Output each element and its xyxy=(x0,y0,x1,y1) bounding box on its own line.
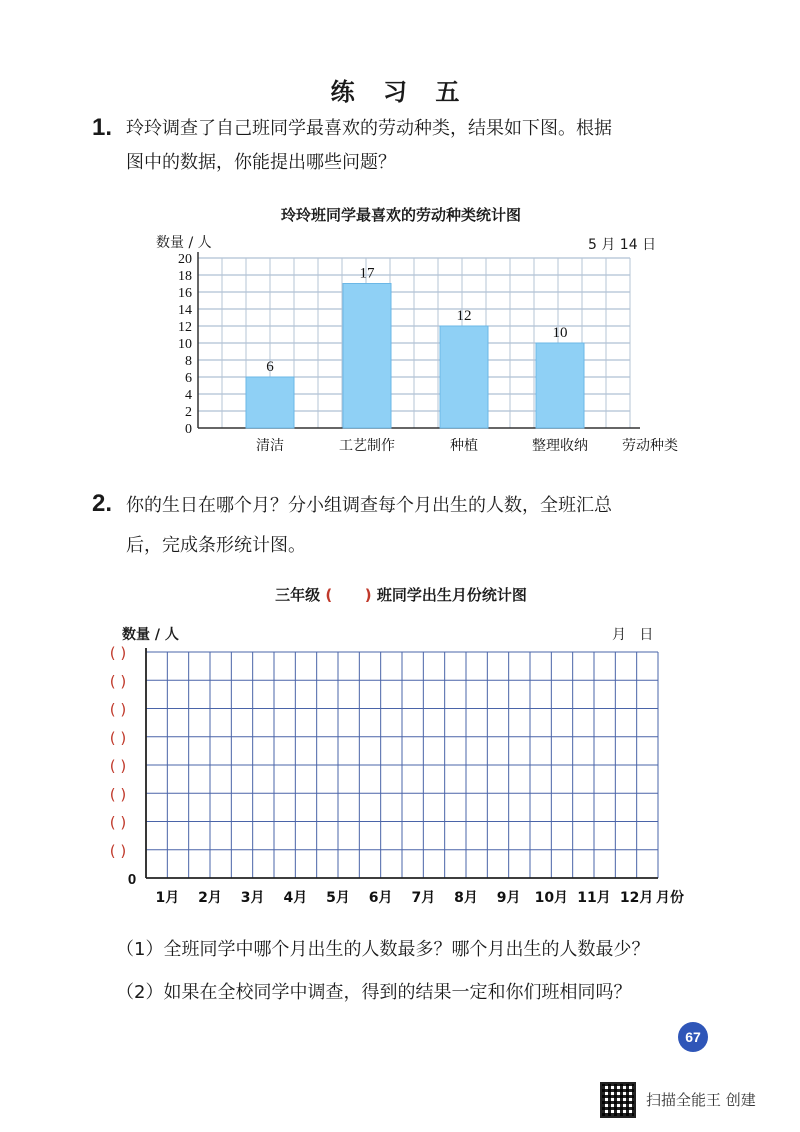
chart1-data-label: 10 xyxy=(552,325,568,341)
chart1-ytick-label: 2 xyxy=(185,405,192,420)
chart2-ytick-placeholder: ( ) xyxy=(109,700,127,719)
chart1-ytick-label: 16 xyxy=(178,286,192,301)
chart1-data-label: 17 xyxy=(359,265,375,282)
chart2-month-label: 2月 xyxy=(198,890,222,906)
chart1-ylabel: 数量 / 人 xyxy=(156,235,212,251)
chart1-date: 5 月 14 日 xyxy=(588,237,657,253)
chart2-ylabel: 数量 / 人 xyxy=(122,627,179,643)
chart2-zero-label: 0 xyxy=(127,871,137,888)
chart2-title-close-paren: ) xyxy=(364,586,372,604)
chart2-labels xyxy=(110,644,684,906)
chart1-ytick-label: 4 xyxy=(185,388,192,403)
chart2-month-label: 7月 xyxy=(411,890,436,906)
chart2-xlabel: 月份 xyxy=(656,890,684,906)
chart2-month-label: 11月 xyxy=(577,890,611,906)
chart2-ytick-placeholder: ( ) xyxy=(109,785,127,804)
chart2-ytick-placeholder: ( ) xyxy=(109,841,127,860)
chart2-ytick-placeholder: ( ) xyxy=(109,644,127,662)
chart1-xlabel: 劳动种类 xyxy=(622,438,678,454)
chart1-ytick-label: 6 xyxy=(185,371,192,386)
chart2-month-label: 6月 xyxy=(368,890,393,906)
chart2-month-label: 12月 xyxy=(619,890,654,906)
chart2-grid xyxy=(146,648,658,878)
chart2-date: 月 日 xyxy=(612,627,654,643)
chart1-ytick-label: 20 xyxy=(178,252,192,267)
chart2-ytick-placeholder: ( ) xyxy=(109,672,127,691)
chart2-ytick-placeholder: ( ) xyxy=(109,728,127,747)
chart2-ytick-placeholder: ( ) xyxy=(109,757,127,775)
question-1-line-1: 玲玲调查了自己班同学最喜欢的劳动种类，结果如下图。根据 xyxy=(126,118,612,139)
chart2-month-label: 5月 xyxy=(326,890,350,906)
chart1-title: 玲玲班同学最喜欢的劳动种类统计图 xyxy=(280,206,521,224)
chart1-data-label: 6 xyxy=(266,359,274,375)
page-title: 练 习 五 xyxy=(330,78,470,106)
watermark-text: 扫描全能王 创建 xyxy=(646,1091,756,1109)
chart1-ytick-label: 18 xyxy=(178,269,192,284)
chart1-category-label: 整理收纳 xyxy=(532,438,588,454)
sub-question-2: （2）如果在全校同学中调查，得到的结果一定和你们班相同吗？ xyxy=(116,982,632,1003)
chart1-ytick-label: 14 xyxy=(178,303,192,318)
question-2-number: 2. xyxy=(92,490,113,517)
chart1-category-label: 清洁 xyxy=(256,438,284,454)
qr-code-icon xyxy=(600,1082,636,1118)
question-1-number: 1. xyxy=(92,114,113,141)
chart1-data-label: 12 xyxy=(456,308,472,324)
chart2-month-label: 3月 xyxy=(240,890,265,906)
chart2-month-label: 9月 xyxy=(496,890,521,906)
chart1-ytick-label: 8 xyxy=(185,354,192,369)
chart2-title-open-paren: ( xyxy=(325,586,333,604)
chart2-month-label: 8月 xyxy=(454,890,478,906)
chart1-ytick-label: 0 xyxy=(185,422,192,437)
chart1-ytick-label: 10 xyxy=(178,337,192,352)
chart2-month-label: 1月 xyxy=(155,890,180,906)
question-2-line-2: 后，完成条形统计图。 xyxy=(126,535,306,556)
chart1-ytick-label: 12 xyxy=(178,320,192,335)
page-number-badge: 67 xyxy=(678,1022,708,1052)
chart2-title-grade: 三年级 xyxy=(275,586,321,604)
chart2-month-label: 10月 xyxy=(534,890,569,906)
chart1-category-label: 种植 xyxy=(450,438,478,454)
chart2-month-label: 4月 xyxy=(283,890,308,906)
question-2-line-1: 你的生日在哪个月？分小组调查每个月出生的人数，全班汇总 xyxy=(126,495,612,516)
chart2-title-rest: 班同学出生月份统计图 xyxy=(376,586,527,604)
question-1-line-2: 图中的数据，你能提出哪些问题？ xyxy=(126,152,396,173)
chart2-ytick-placeholder: ( ) xyxy=(109,813,127,832)
chart1-category-label: 工艺制作 xyxy=(339,438,395,454)
sub-question-1: （1）全班同学中哪个月出生的人数最多？哪个月出生的人数最少？ xyxy=(116,939,650,960)
